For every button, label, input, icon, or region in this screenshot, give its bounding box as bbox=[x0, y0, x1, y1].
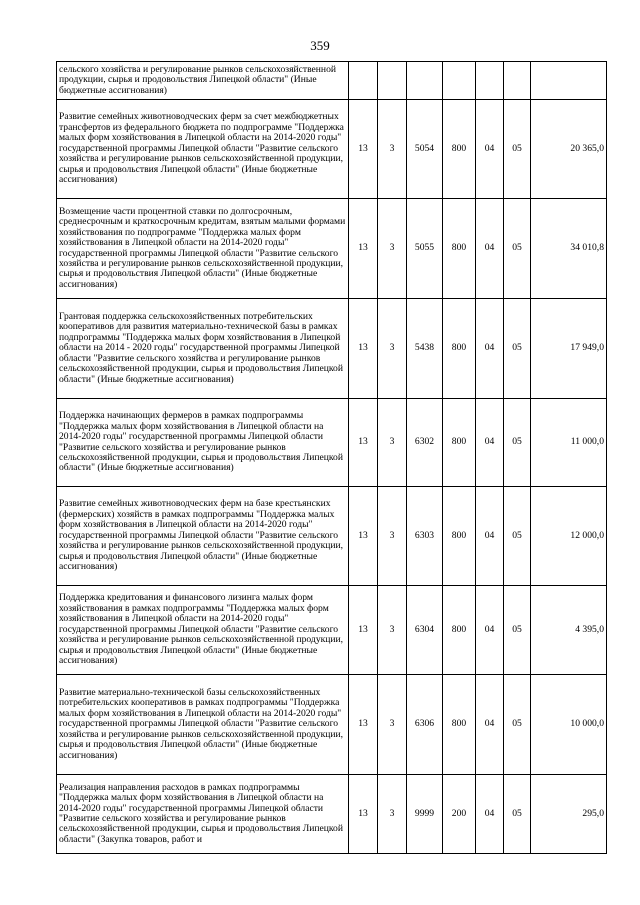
row-code-4: 200 bbox=[443, 775, 476, 854]
row-code-3: 5438 bbox=[407, 299, 443, 399]
row-amount: 20 365,0 bbox=[531, 100, 607, 199]
row-amount: 10 000,0 bbox=[531, 675, 607, 775]
row-code-5: 04 bbox=[476, 299, 504, 399]
row-description: Поддержка начинающих фермеров в рамках подпрограммы "Поддержка малых форм хозяйствования в Липецкой области на 2014-2020 годы" государственной программы Липецкой области "Развитие сельского хозяйства и регулирование рынков сельскохозяйственной продукции, сырья и продовольствия Липецкой области" (Иные бюджетные ассигнования) bbox=[57, 399, 349, 487]
row-amount: 34 010,8 bbox=[531, 199, 607, 299]
row-code-1 bbox=[349, 62, 378, 100]
row-code-3: 6302 bbox=[407, 399, 443, 487]
row-description: Грантовая поддержка сельскохозяйственных потребительских кооперативов для развития материально-технической базы в рамках подпрограммы "Поддержка малых форм хозяйствования в Липецкой области на 2014 - 2020 годы" государственной программы Липецкой области "Развитие сельского хозяйства и регулирование рынков сельскохозяйственной продукции, сырья и продовольствия Липецкой области" (Иные бюджетные ассигнования) bbox=[57, 299, 349, 399]
row-code-1: 13 bbox=[349, 775, 378, 854]
row-code-4: 800 bbox=[443, 399, 476, 487]
row-code-3: 6303 bbox=[407, 487, 443, 586]
row-code-5: 04 bbox=[476, 487, 504, 586]
row-code-5 bbox=[476, 62, 504, 100]
row-amount bbox=[531, 62, 607, 100]
row-code-1: 13 bbox=[349, 399, 378, 487]
row-amount: 12 000,0 bbox=[531, 487, 607, 586]
row-amount: 295,0 bbox=[531, 775, 607, 854]
row-code-1: 13 bbox=[349, 199, 378, 299]
table-row bbox=[57, 399, 607, 487]
row-code-2: 3 bbox=[378, 299, 407, 399]
table-row bbox=[57, 299, 607, 399]
row-code-4: 800 bbox=[443, 299, 476, 399]
row-code-1: 13 bbox=[349, 586, 378, 675]
row-description: Развитие материально-технической базы сельскохозяйственных потребительских кооперативов в рамках подпрограммы "Поддержка малых форм хозяйствования в Липецкой области на 2014-2020 годы" государственной программы Липецкой области "Развитие сельского хозяйства и регулирование рынков сельскохозяйственной продукции, сырья и продовольствия Липецкой области" (Иные бюджетные ассигнования) bbox=[57, 675, 349, 775]
row-description: Развитие семейных животноводческих ферм на базе крестьянских (фермерских) хозяйств в рамках подпрограммы "Поддержка малых форм хозяйствования в Липецкой области на 2014-2020 годы" государственной программы Липецкой области "Развитие сельского хозяйства и регулирование рынков сельскохозяйственной продукции, сырья и продовольствия Липецкой области" (Иные бюджетные ассигнования) bbox=[57, 487, 349, 586]
row-code-1: 13 bbox=[349, 675, 378, 775]
row-code-6: 05 bbox=[504, 775, 531, 854]
row-code-3: 6306 bbox=[407, 675, 443, 775]
row-amount: 11 000,0 bbox=[531, 399, 607, 487]
row-code-3: 6304 bbox=[407, 586, 443, 675]
row-code-2: 3 bbox=[378, 775, 407, 854]
row-code-6: 05 bbox=[504, 199, 531, 299]
row-code-6: 05 bbox=[504, 586, 531, 675]
row-code-3 bbox=[407, 62, 443, 100]
row-description: сельского хозяйства и регулирование рынков сельскохозяйственной продукции, сырья и продовольствия Липецкой области" (Иные бюджетные ассигнования) bbox=[57, 62, 349, 100]
row-code-5: 04 bbox=[476, 199, 504, 299]
row-amount: 17 949,0 bbox=[531, 299, 607, 399]
table-row bbox=[57, 199, 607, 299]
row-code-2: 3 bbox=[378, 399, 407, 487]
row-code-6: 05 bbox=[504, 299, 531, 399]
row-code-3: 5054 bbox=[407, 100, 443, 199]
row-code-3: 9999 bbox=[407, 775, 443, 854]
row-code-6: 05 bbox=[504, 487, 531, 586]
row-code-5: 04 bbox=[476, 399, 504, 487]
row-code-5: 04 bbox=[476, 100, 504, 199]
table-row bbox=[57, 100, 607, 199]
row-code-2 bbox=[378, 62, 407, 100]
row-description: Реализация направления расходов в рамках подпрограммы "Поддержка малых форм хозяйствования в Липецкой области на 2014-2020 годы" государственной программы Липецкой области "Развитие сельского хозяйства и регулирование рынков сельскохозяйственной продукции, сырья и продовольствия Липецкой области" (Закупка товаров, работ и bbox=[57, 775, 349, 854]
row-code-6: 05 bbox=[504, 100, 531, 199]
budget-table bbox=[56, 61, 607, 854]
row-amount: 4 395,0 bbox=[531, 586, 607, 675]
row-code-1: 13 bbox=[349, 487, 378, 586]
row-code-4: 800 bbox=[443, 675, 476, 775]
table-row bbox=[57, 487, 607, 586]
row-code-2: 3 bbox=[378, 100, 407, 199]
row-code-2: 3 bbox=[378, 199, 407, 299]
table-row bbox=[57, 586, 607, 675]
table-row bbox=[57, 775, 607, 854]
row-code-5: 04 bbox=[476, 586, 504, 675]
row-code-6: 05 bbox=[504, 675, 531, 775]
row-code-6: 05 bbox=[504, 399, 531, 487]
row-code-3: 5055 bbox=[407, 199, 443, 299]
row-description: Поддержка кредитования и финансового лизинга малых форм хозяйствования в рамках подпрограммы "Поддержка малых форм хозяйствования в Липецкой области на 2014-2020 годы" государственной программы Липецкой области "Развитие сельского хозяйства и регулирование рынков сельскохозяйственной продукции, сырья и продовольствия Липецкой области" (Иные бюджетные ассигнования) bbox=[57, 586, 349, 675]
row-code-4: 800 bbox=[443, 100, 476, 199]
row-code-4 bbox=[443, 62, 476, 100]
row-code-2: 3 bbox=[378, 487, 407, 586]
row-code-5: 04 bbox=[476, 775, 504, 854]
row-code-1: 13 bbox=[349, 100, 378, 199]
row-code-6 bbox=[504, 62, 531, 100]
row-description: Возмещение части процентной ставки по долгосрочным, среднесрочным и краткосрочным кредитам, взятым малыми формами хозяйствования по подпрограмме "Поддержка малых форм хозяйствования в Липецкой области на 2014-2020 годы" государственной программы Липецкой области "Развитие сельского хозяйства и регулирование рынков сельскохозяйственной продукции, сырья и продовольствия Липецкой области" (Иные бюджетные ассигнования) bbox=[57, 199, 349, 299]
row-description: Развитие семейных животноводческих ферм за счет межбюджетных трансфертов из федерального бюджета по подпрограмме "Поддержка малых форм хозяйствования в Липецкой области на 2014-2020 годы" государственной программы Липецкой области "Развитие сельского хозяйства и регулирование рынков сельскохозяйственной продукции, сырья и продовольствия Липецкой области" (Иные бюджетные ассигнования) bbox=[57, 100, 349, 199]
table-row bbox=[57, 675, 607, 775]
row-code-5: 04 bbox=[476, 675, 504, 775]
row-code-2: 3 bbox=[378, 586, 407, 675]
table-row bbox=[57, 62, 607, 100]
row-code-4: 800 bbox=[443, 487, 476, 586]
row-code-2: 3 bbox=[378, 675, 407, 775]
page-number: 359 bbox=[310, 38, 330, 53]
row-code-4: 800 bbox=[443, 586, 476, 675]
row-code-4: 800 bbox=[443, 199, 476, 299]
row-code-1: 13 bbox=[349, 299, 378, 399]
